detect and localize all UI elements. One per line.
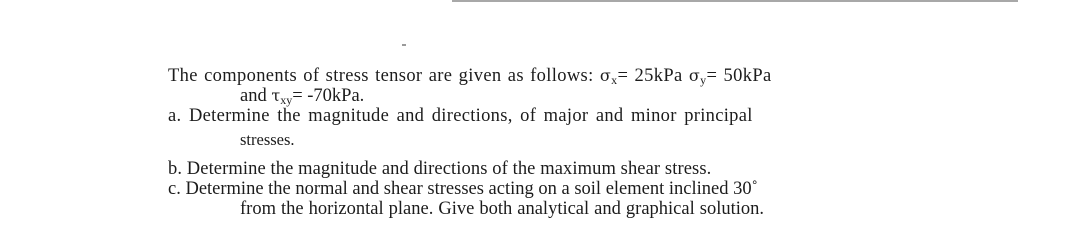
part-c-line1: c. Determine the normal and shear stresses acting on a soil element inclined 30˚ bbox=[168, 179, 758, 199]
part-a-line2: stresses. bbox=[240, 130, 295, 149]
sigma-x-value: = 25kPa bbox=[617, 66, 689, 86]
tau-subscript: xy bbox=[280, 93, 293, 107]
and-text: and bbox=[240, 86, 272, 106]
problem-statement bbox=[168, 66, 1068, 219]
part-c-line2: from the horizontal plane. Give both analytical and graphical solution. bbox=[240, 199, 765, 219]
sigma-x-symbol: σ bbox=[599, 66, 612, 85]
intro-text: The components of stress tensor are given as follows: bbox=[168, 66, 600, 86]
top-divider bbox=[452, 0, 1018, 2]
sigma-y-subscript: y bbox=[700, 73, 707, 87]
tau-symbol: τ bbox=[271, 86, 281, 105]
sigma-y-value: = 50kPa bbox=[706, 66, 772, 86]
tau-value: = -70kPa. bbox=[292, 86, 365, 106]
part-a-line1: a. Determine the magnitude and directions, of major and minor principal bbox=[168, 106, 753, 126]
sigma-x-subscript: x bbox=[611, 73, 618, 87]
intro-line bbox=[168, 66, 1068, 86]
stray-mark bbox=[402, 44, 406, 46]
sigma-y-symbol: σ bbox=[688, 66, 701, 85]
part-b: b. Determine the magnitude and directions of the maximum shear stress. bbox=[168, 159, 712, 179]
tau-line bbox=[240, 86, 1068, 106]
